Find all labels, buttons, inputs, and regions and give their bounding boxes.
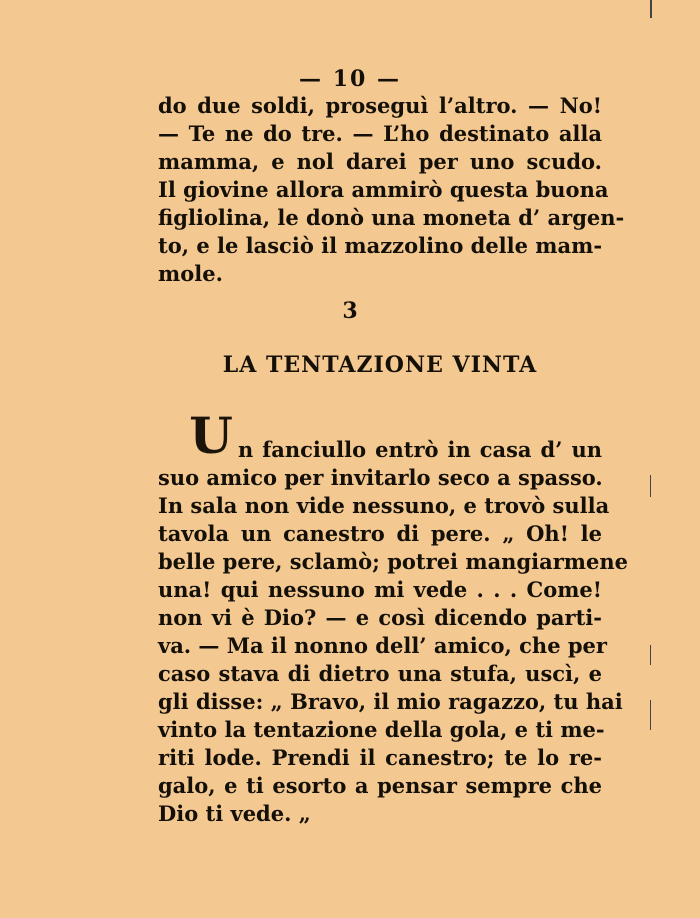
scan-edge-mark <box>650 700 651 730</box>
text-line: do due soldi, proseguì l’altro. — No! <box>158 93 602 118</box>
text-line: riti lode. Prendi il canestro; te lo re- <box>158 745 602 770</box>
text-line: figliolina, le donò una moneta d’ argen- <box>158 205 625 230</box>
passage-continuation <box>158 92 625 288</box>
drop-cap-initial: U <box>189 406 233 465</box>
story-body <box>158 464 628 828</box>
page-number: — 10 — <box>299 66 401 92</box>
text-line: non vi è Dio? — e così dicendo parti- <box>158 605 602 630</box>
text-line: to, e le lasciò il mazzolino delle mam- <box>158 233 603 258</box>
text-line: — Te ne do tre. — L’ho destinato alla <box>158 121 602 146</box>
text-line: Il giovine allora ammirò questa buona <box>158 177 609 202</box>
text-line: vinto la tentazione della gola, e ti me- <box>158 717 605 742</box>
scan-edge-mark <box>650 475 651 497</box>
text-line: In sala non vide nessuno, e trovò sulla <box>158 493 610 518</box>
text-line: mamma, e nol darei per uno scudo. <box>158 149 602 174</box>
text-line: mole. <box>158 261 223 286</box>
text-line: belle pere, sclamò; potrei mangiarmene <box>158 549 628 574</box>
text-line: galo, e ti esorto a pensar sempre che <box>158 773 602 798</box>
section-number: 3 <box>342 298 358 324</box>
text-line: suo amico per invitarlo seco a spasso. <box>158 465 603 490</box>
text-line: gli disse: „ Bravo, il mio ragazzo, tu hai <box>158 689 623 714</box>
section-title: LA TENTAZIONE VINTA <box>222 352 538 378</box>
text-line: tavola un canestro di pere. „ Oh! le <box>158 521 602 546</box>
text-line: caso stava di dietro una stufa, uscì, e <box>158 661 602 686</box>
story-first-line: n fanciullo entrò in casa d’ un <box>238 437 602 462</box>
text-line: una! qui nessuno mi vede . . . Come! <box>158 577 602 602</box>
scan-edge-mark <box>650 645 651 665</box>
text-line: va. — Ma il nonno dell’ amico, che per <box>158 633 607 658</box>
text-line: Dio ti vede. „ <box>158 801 311 826</box>
scan-edge-mark <box>650 0 652 18</box>
